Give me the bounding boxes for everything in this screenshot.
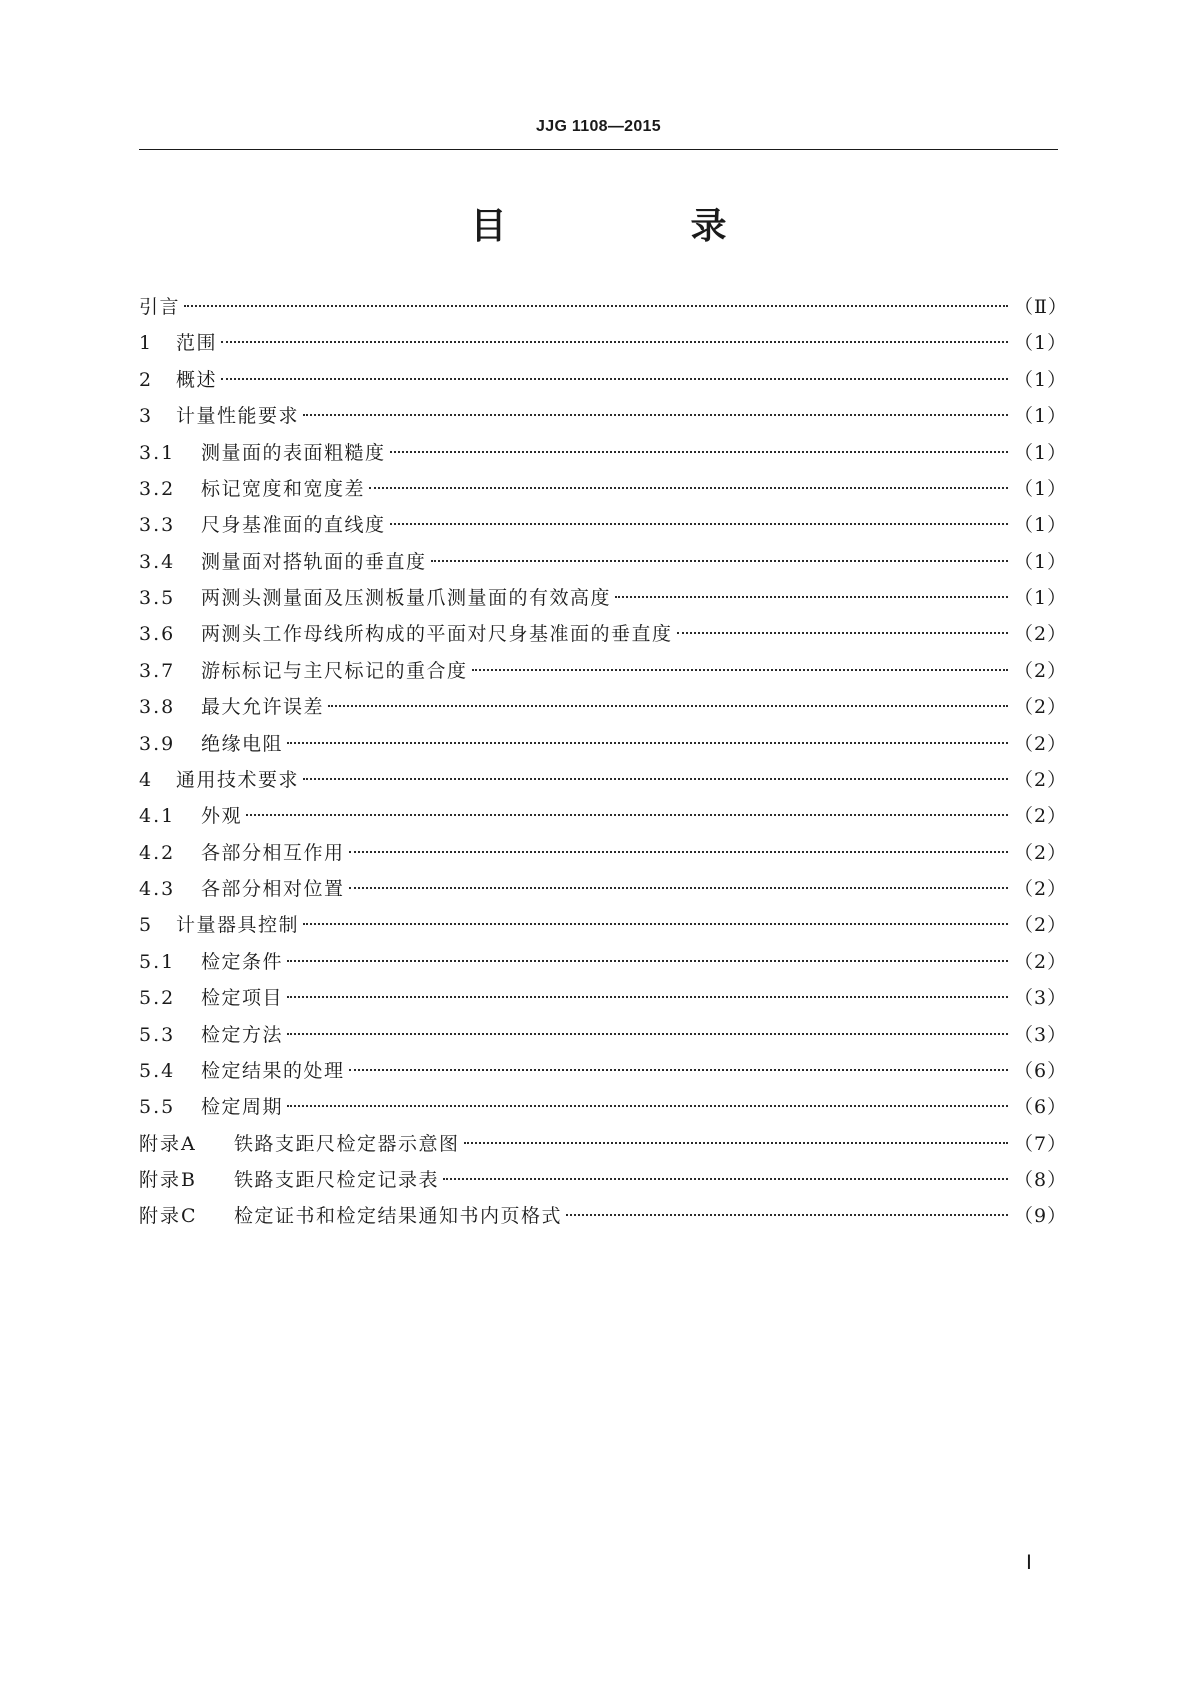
dot-leader [390,523,1008,525]
toc-entry-title: 两测头测量面及压测板量爪测量面的有效高度 [201,587,612,609]
toc-entry[interactable] [139,289,1068,325]
dot-leader [369,487,1008,489]
toc-entry-number: 3.4 [139,550,176,573]
dot-leader [615,596,1008,598]
toc-entry-page: （1） [1014,368,1068,391]
toc-entry-title: 标记宽度和宽度差 [201,477,366,500]
toc-entry-page: （6） [1014,1096,1068,1119]
toc-entry[interactable] [139,398,1068,434]
toc-entry-number: 5.2 [139,987,176,1010]
toc-entry-title: 检定证书和检定结果通知书内页格式 [234,1205,563,1228]
dot-leader [221,341,1008,343]
toc-entry[interactable] [139,616,1068,652]
toc-title: 目 录 [470,206,801,247]
toc-entry[interactable] [139,944,1068,980]
toc-entry[interactable] [139,325,1068,361]
toc-entry-title: 范围 [176,332,218,355]
toc-entry-title: 计量器具控制 [176,914,300,937]
toc-entry-page: （1） [1014,332,1068,355]
toc-entry-title: 检定方法 [201,1023,284,1046]
toc-entry-number: 5 [139,914,154,937]
toc-entry-number: 4.1 [139,805,176,828]
toc-entry-page: （2） [1014,659,1068,682]
toc-entry-title: 两测头工作母线所构成的平面对尺身基准面的垂直度 [201,623,673,646]
dot-leader [443,1178,1008,1180]
dot-leader [328,705,1008,707]
toc-entry[interactable] [139,689,1068,725]
toc-entry-title: 测量面的表面粗糙度 [201,441,386,464]
toc-entry-page: （2） [1014,878,1068,900]
toc-entry[interactable] [139,762,1068,798]
toc-entry[interactable] [139,471,1068,507]
toc-entry-title: 检定结果的处理 [201,1059,345,1082]
toc-entry-title: 引言 [139,296,181,318]
dot-leader [472,669,1008,671]
dot-leader [221,378,1008,380]
toc-entry-title: 尺身基准面的直线度 [201,514,386,537]
toc-entry-number: 3.8 [139,696,176,719]
dot-leader [349,1069,1008,1071]
toc-entry-number: 5.3 [139,1023,176,1046]
toc-entry[interactable] [139,435,1068,471]
header-rule [139,149,1058,150]
toc-entry-number: 2 [139,368,154,391]
toc-entry-number: 3.2 [139,477,176,500]
toc-entry-number: 4.3 [139,878,176,900]
toc-entry-page: （2） [1014,914,1068,937]
toc-entry-title: 各部分相对位置 [201,878,345,900]
toc-entry-title: 各部分相互作用 [201,841,345,864]
toc-entry-number: 附录A [139,1132,197,1155]
toc-entry-title: 外观 [201,805,243,828]
toc-entry-number: 3.6 [139,623,176,646]
toc-entry[interactable] [139,507,1068,543]
toc-entry-page: （1） [1014,514,1068,537]
dot-leader [303,778,1008,780]
toc-entry-page: （3） [1014,987,1068,1010]
toc-entry-title: 检定条件 [201,950,284,973]
toc-entry[interactable] [139,580,1068,616]
document-code-header: JJG 1108—2015 [536,118,661,135]
toc-entry-number: 3.5 [139,587,176,609]
toc-entry-number: 附录B [139,1169,197,1191]
toc-entry-page: （2） [1014,841,1068,864]
dot-leader [303,923,1008,925]
toc-entry[interactable] [139,362,1068,398]
toc-entry-title: 测量面对搭轨面的垂直度 [201,550,427,573]
toc-entry-page: （9） [1014,1205,1068,1228]
toc-entry-title: 游标标记与主尺标记的重合度 [201,659,468,682]
toc-entry-title: 铁路支距尺检定记录表 [234,1169,440,1191]
toc-entry-page: （2） [1014,768,1068,791]
toc-entry-number: 附录C [139,1205,198,1228]
toc-entry-number: 4.2 [139,841,176,864]
toc-entry[interactable] [139,1198,1068,1234]
toc-entry[interactable] [139,653,1068,689]
toc-entry-title: 计量性能要求 [176,405,300,428]
toc-entry-title: 铁路支距尺检定器示意图 [234,1132,460,1155]
toc-entry-title: 检定周期 [201,1096,284,1119]
toc-entry-page: （1） [1014,405,1068,428]
toc-entry-number: 5.5 [139,1096,176,1119]
toc-entry[interactable] [139,1017,1068,1053]
toc-entry-number: 4 [139,768,154,791]
toc-entry-title: 绝缘电阻 [201,732,284,755]
toc-entry-number: 5.1 [139,950,176,973]
toc-entry-page: （1） [1014,441,1068,464]
toc-entry[interactable] [139,798,1068,834]
toc-entry-number: 1 [139,332,154,355]
toc-entry-page: （8） [1014,1169,1068,1191]
toc-entry[interactable] [139,1053,1068,1089]
toc-entry-page: （2） [1014,950,1068,973]
dot-leader [677,632,1008,634]
dot-leader [349,851,1008,853]
toc-entry-page: （2） [1014,732,1068,755]
toc-entry[interactable] [139,907,1068,943]
page-number: Ⅰ [1026,1552,1032,1574]
toc-entry-page: （2） [1014,805,1068,828]
toc-entry-page: （2） [1014,696,1068,719]
toc-entry-page: （1） [1014,477,1068,500]
toc-entry-number: 3.3 [139,514,176,537]
toc-entry[interactable] [139,1162,1068,1198]
toc-entry-number: 5.4 [139,1059,176,1082]
toc-entry-title: 通用技术要求 [176,768,300,791]
dot-leader [390,451,1008,453]
toc-entry[interactable] [139,980,1068,1016]
toc-entry-page: （7） [1014,1132,1068,1155]
dot-leader [246,814,1008,816]
toc-entry[interactable] [139,544,1068,580]
dot-leader [287,742,1008,744]
toc-entry-number: 3.9 [139,732,176,755]
toc-entry[interactable] [139,1126,1068,1162]
toc-entry-page: （2） [1014,623,1068,646]
dot-leader [184,305,1008,307]
toc-entry[interactable] [139,835,1068,871]
dot-leader [287,960,1008,962]
toc-entry-title: 概述 [176,368,218,391]
toc-entry-page: （3） [1014,1023,1068,1046]
dot-leader [566,1214,1008,1216]
toc-entry-title: 最大允许误差 [201,696,325,719]
dot-leader [303,414,1008,416]
toc-entry[interactable] [139,726,1068,762]
toc-entry-number: 3.7 [139,659,176,682]
toc-entry-page: （1） [1014,550,1068,573]
toc-entry-title: 检定项目 [201,987,284,1010]
dot-leader [431,560,1008,562]
toc-entry[interactable] [139,1089,1068,1125]
toc-entry[interactable] [139,871,1068,907]
dot-leader [349,887,1008,889]
toc-entry-page: （6） [1014,1059,1068,1082]
dot-leader [287,1033,1008,1035]
dot-leader [464,1142,1008,1144]
table-of-contents [139,289,1068,1235]
toc-entry-number: 3.1 [139,441,176,464]
dot-leader [287,996,1008,998]
toc-entry-page: （Ⅱ） [1014,296,1068,318]
toc-entry-number: 3 [139,405,154,428]
toc-entry-page: （1） [1014,587,1068,609]
dot-leader [287,1105,1008,1107]
